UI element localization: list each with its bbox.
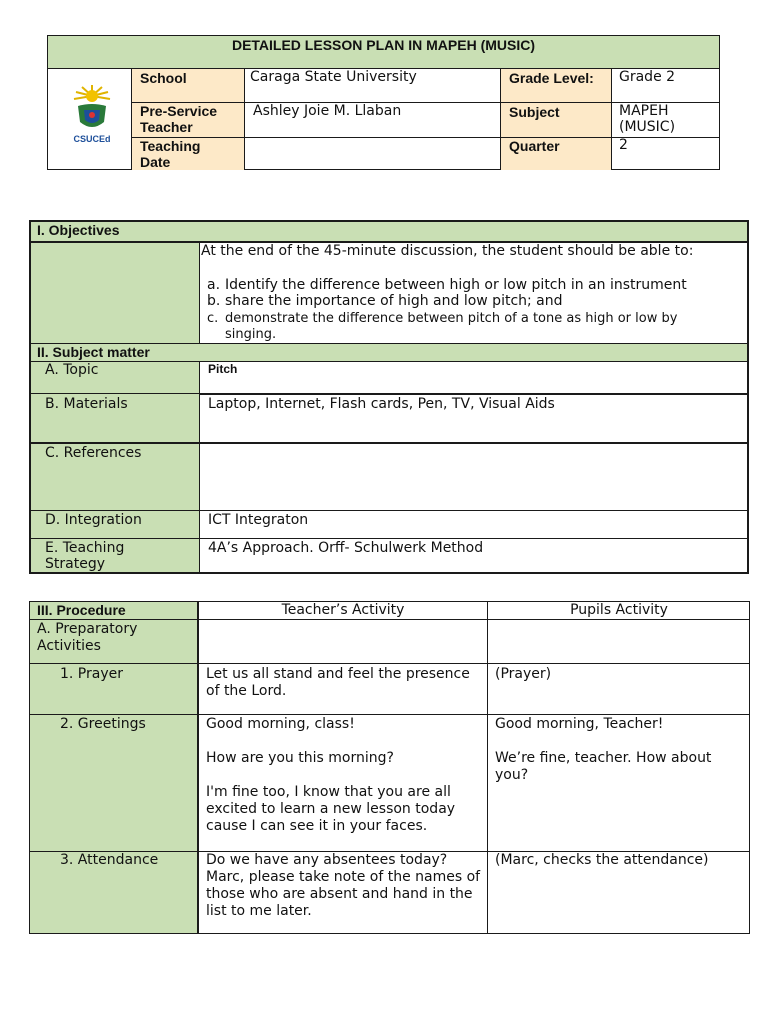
materials-label: B. Materials (45, 396, 128, 412)
prayer-label: 1. Prayer (60, 666, 123, 682)
teaching-date-label: Teaching Date (140, 138, 201, 170)
strategy-label: E. Teaching Strategy (45, 540, 125, 572)
teacher-activity-header: Teacher’s Activity (281, 602, 405, 618)
objective-marker: a. (207, 277, 221, 293)
prayer-teacher: Let us all stand and feel the presence of the Lord. (206, 666, 470, 699)
school-value: Caraga State University (250, 69, 417, 85)
references-label: C. References (45, 445, 142, 461)
integration-label: D. Integration (45, 512, 142, 528)
procedure-heading: III. Procedure (37, 602, 126, 618)
greetings-label: 2. Greetings (60, 716, 146, 732)
pupils-activity-header: Pupils Activity (570, 602, 668, 618)
attendance-label: 3. Attendance (60, 852, 159, 868)
logo-text: CSUCEd (73, 134, 111, 144)
greetings-teacher: Good morning, class! How are you this morning? I'm fine too, I know that you are all excited to learn a new lesson today cause I can see it in your faces. (206, 716, 456, 834)
objectives-heading: I. Objectives (37, 222, 120, 238)
materials-value: Laptop, Internet, Flash cards, Pen, TV, Visual Aids (208, 396, 555, 412)
objectives-intro: At the end of the 45-minute discussion, the student should be able to: (201, 243, 694, 259)
strategy-value: 4A’s Approach. Orff- Schulwerk Method (208, 540, 484, 556)
quarter-value: 2 (619, 137, 628, 153)
page-title: DETAILED LESSON PLAN IN MAPEH (MUSIC) (231, 37, 536, 53)
integration-value: ICT Integraton (208, 512, 309, 528)
quarter-label: Quarter (509, 138, 560, 154)
objective-text: demonstrate the difference between pitch of a tone as high or low by singing. (225, 311, 678, 342)
topic-label: A. Topic (45, 362, 99, 378)
subject-value: MAPEH (MUSIC) (619, 103, 676, 135)
subject-label: Subject (509, 104, 560, 120)
objective-marker: c. (207, 311, 219, 326)
preparatory-activities-label: A. Preparatory Activities (37, 621, 138, 654)
grade-level-value: Grade 2 (619, 69, 676, 85)
teacher-label: Pre-Service Teacher (140, 103, 218, 135)
attendance-pupils: (Marc, checks the attendance) (495, 852, 709, 868)
grade-level-label: Grade Level: (509, 70, 594, 86)
teacher-value: Ashley Joie M. Llaban (253, 103, 402, 119)
subject-matter-heading: II. Subject matter (37, 344, 150, 360)
objective-text: Identify the difference between high or low pitch in an instrument (225, 277, 687, 293)
objective-marker: b. (207, 293, 221, 309)
topic-value: Pitch (208, 362, 238, 376)
school-label: School (140, 70, 187, 86)
prayer-pupils: (Prayer) (495, 666, 552, 682)
attendance-teacher: Do we have any absentees today? Marc, please take note of the names of those who are absent and hand in the list to me later. (206, 852, 481, 919)
greetings-pupils: Good morning, Teacher! We’re fine, teacher. How about you? (495, 716, 712, 783)
objective-text: share the importance of high and low pitch; and (225, 293, 563, 309)
